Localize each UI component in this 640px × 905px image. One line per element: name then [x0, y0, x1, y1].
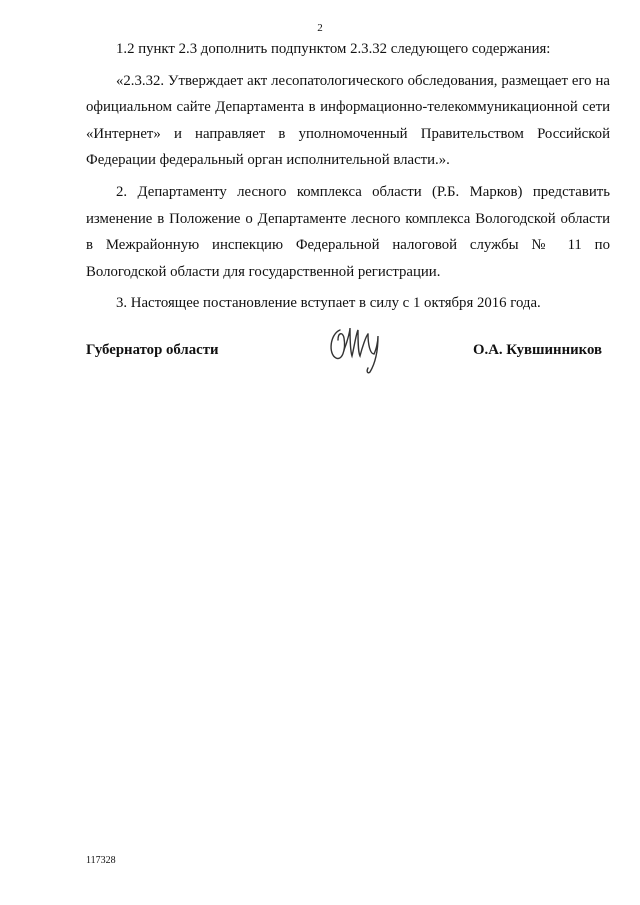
page-number: 2 [317, 22, 323, 34]
document-body [86, 36, 610, 322]
signature-block [86, 320, 610, 380]
paragraph-2-3-32-text: «2.3.32. Утверждает акт лесопатологического обследования, размещает его на официальном сайте Департамента в информационно-телекоммуникационной сети «Интернет» и направляет в уполномоченный Правительством Российской Федерации федеральный орган исполнительной власти.». [86, 72, 610, 169]
signer-title: Губернатор области [86, 342, 219, 358]
paragraph-3-effective-date: 3. Настоящее постановление вступает в силу с 1 октября 2016 года. [116, 295, 541, 312]
signer-name: О.А. Кувшинников [473, 342, 602, 358]
paragraph-2-registration: 2. Департаменту лесного комплекса области (Р.Б. Марков) представить изменение в Положение о Департаменте лесного комплекса Вологодской области в Межрайонную инспекцию Федеральной налоговой службы № 11 по Вологодской области для государственной регистрации. [86, 183, 610, 280]
document-code: 117328 [86, 855, 116, 866]
paragraph-1-2-amendment: 1.2 пункт 2.3 дополнить подпунктом 2.3.32 следующего содержания: [116, 41, 551, 57]
handwritten-signature [326, 320, 386, 375]
